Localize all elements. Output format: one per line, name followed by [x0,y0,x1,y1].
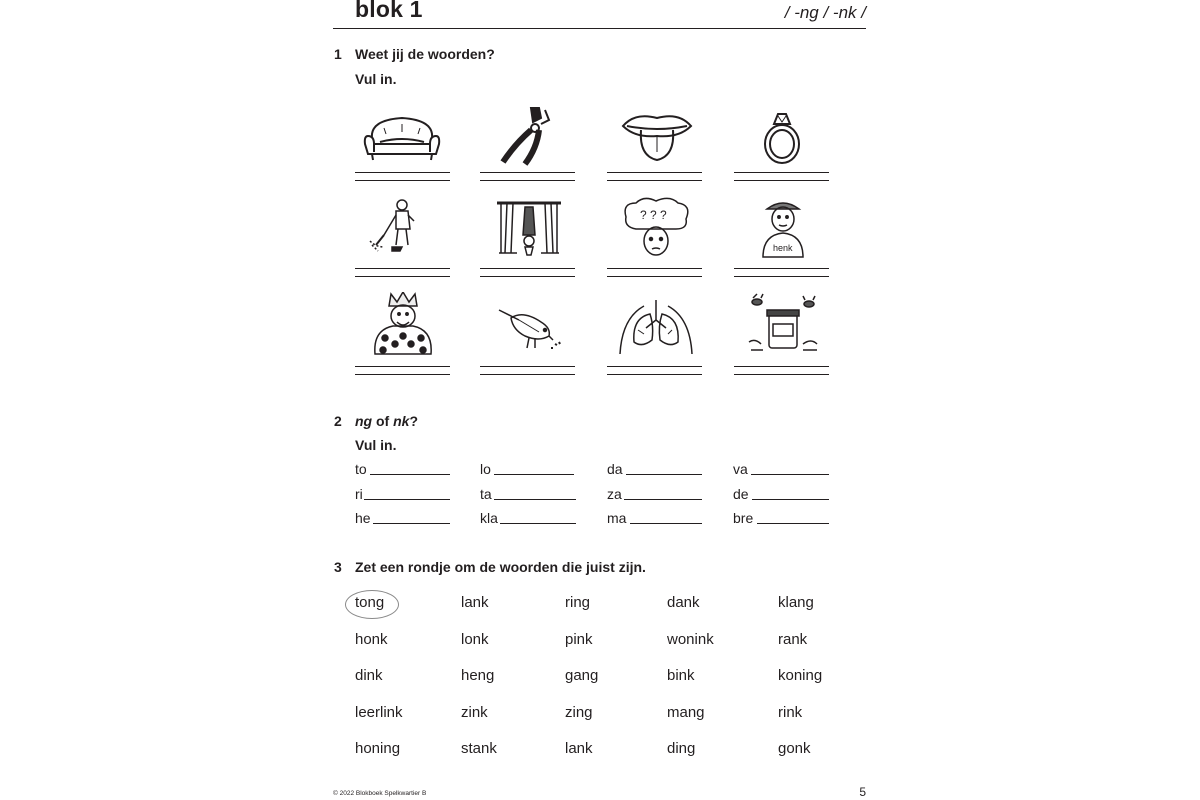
sofa-icon [360,104,444,172]
answer-line[interactable] [734,268,829,269]
svg-text:? ? ?: ? ? ? [640,208,667,222]
answer-line[interactable] [355,268,450,269]
pliers-icon [485,104,569,172]
exercise-3-number: 3 [334,559,342,575]
fill-in-line[interactable] [373,523,450,524]
header-divider [333,28,866,29]
answer-line[interactable] [480,180,575,181]
word-option[interactable]: dank [667,594,700,611]
word-option[interactable]: bink [667,667,695,684]
fill-in-line[interactable] [752,499,829,500]
word-prefix: bre [733,510,754,526]
answer-line[interactable] [734,366,829,367]
word-option[interactable]: gonk [778,740,811,757]
exercise-2-number: 2 [334,413,342,429]
word-prefix: ri [355,486,363,502]
word-option[interactable]: lonk [461,631,489,648]
word-option[interactable]: zink [461,704,488,721]
spelling-pattern: / -ng / -nk / [784,3,866,22]
tongue-icon [615,104,699,172]
word-option[interactable]: klang [778,594,814,611]
exercise-2-instruction: Vul in. [355,437,397,453]
answer-line[interactable] [480,276,575,277]
curtain-hanging-icon [487,195,571,263]
ring-icon [740,104,824,172]
word-prefix: da [607,461,623,477]
word-option[interactable]: stank [461,740,497,757]
answer-line[interactable] [607,366,702,367]
word-option[interactable]: heng [461,667,495,684]
answer-line[interactable] [355,172,450,173]
answer-line[interactable] [355,180,450,181]
word-prefix: kla [480,510,498,526]
word-option[interactable]: lank [565,740,593,757]
word-option[interactable]: rink [778,704,803,721]
answer-line[interactable] [734,172,829,173]
exercise-1-instruction: Vul in. [355,71,397,87]
bird-eating-icon [489,292,573,360]
answer-line[interactable] [480,374,575,375]
fill-in-line[interactable] [364,499,450,500]
word-option[interactable]: zing [565,704,593,721]
word-prefix: de [733,486,749,502]
word-option[interactable]: dink [355,667,383,684]
confused-thinking-icon [614,195,698,263]
fill-in-line[interactable] [751,474,829,475]
answer-line[interactable] [734,180,829,181]
word-option[interactable]: leerlink [355,704,403,721]
fill-in-line[interactable] [500,523,576,524]
answer-line[interactable] [607,276,702,277]
fill-in-line[interactable] [757,523,829,524]
boy-sweeping-icon [362,195,446,263]
page-number: 5 [859,785,866,799]
exercise-3-title: Zet een rondje om de woorden die juist zijn. [355,559,646,575]
king-icon [361,292,445,360]
answer-line[interactable] [355,366,450,367]
word-option[interactable]: rank [778,631,808,648]
answer-line[interactable] [480,268,575,269]
fill-in-line[interactable] [494,499,576,500]
word-option[interactable]: mang [667,704,705,721]
word-prefix: he [355,510,371,526]
answer-line[interactable] [734,374,829,375]
word-prefix: lo [480,461,491,477]
word-option[interactable]: ding [667,740,696,757]
word-prefix: to [355,461,367,477]
answer-line[interactable] [607,268,702,269]
answer-line[interactable] [734,276,829,277]
answer-line[interactable] [480,366,575,367]
word-prefix: va [733,461,748,477]
word-option[interactable]: wonink [667,631,714,648]
word-prefix: za [607,486,622,502]
lungs-icon [614,292,698,360]
fill-in-line[interactable] [624,499,702,500]
word-option[interactable]: ring [565,594,591,611]
answer-line[interactable] [607,180,702,181]
word-prefix: ma [607,510,627,526]
word-option[interactable]: koning [778,667,823,684]
word-option[interactable]: pink [565,631,593,648]
fill-in-line[interactable] [494,474,574,475]
word-option[interactable]: gang [565,667,599,684]
answer-line[interactable] [355,374,450,375]
answer-line[interactable] [607,172,702,173]
copyright-notice: © 2022 Blokboek Spelkwartier B [333,790,427,797]
answer-line[interactable] [607,374,702,375]
jam-jar-wasps-icon [741,292,825,360]
svg-text:henk: henk [773,243,793,253]
word-option[interactable]: honing [355,740,401,757]
fill-in-line[interactable] [630,523,702,524]
word-prefix: ta [480,486,492,502]
fill-in-line[interactable] [370,474,450,475]
exercise-1-title: Weet jij de woorden? [355,46,495,62]
answer-line[interactable] [355,276,450,277]
page-title: blok 1 [355,0,423,22]
answer-line[interactable] [480,172,575,173]
word-option[interactable]: lank [461,594,489,611]
fill-in-line[interactable] [626,474,702,475]
word-option[interactable]: honk [355,631,388,648]
exercise-2-title: ng of nk? [355,413,419,429]
exercise-1-number: 1 [334,46,342,62]
word-option[interactable]: tong [355,594,385,611]
boy-named-henk-icon [741,195,825,263]
